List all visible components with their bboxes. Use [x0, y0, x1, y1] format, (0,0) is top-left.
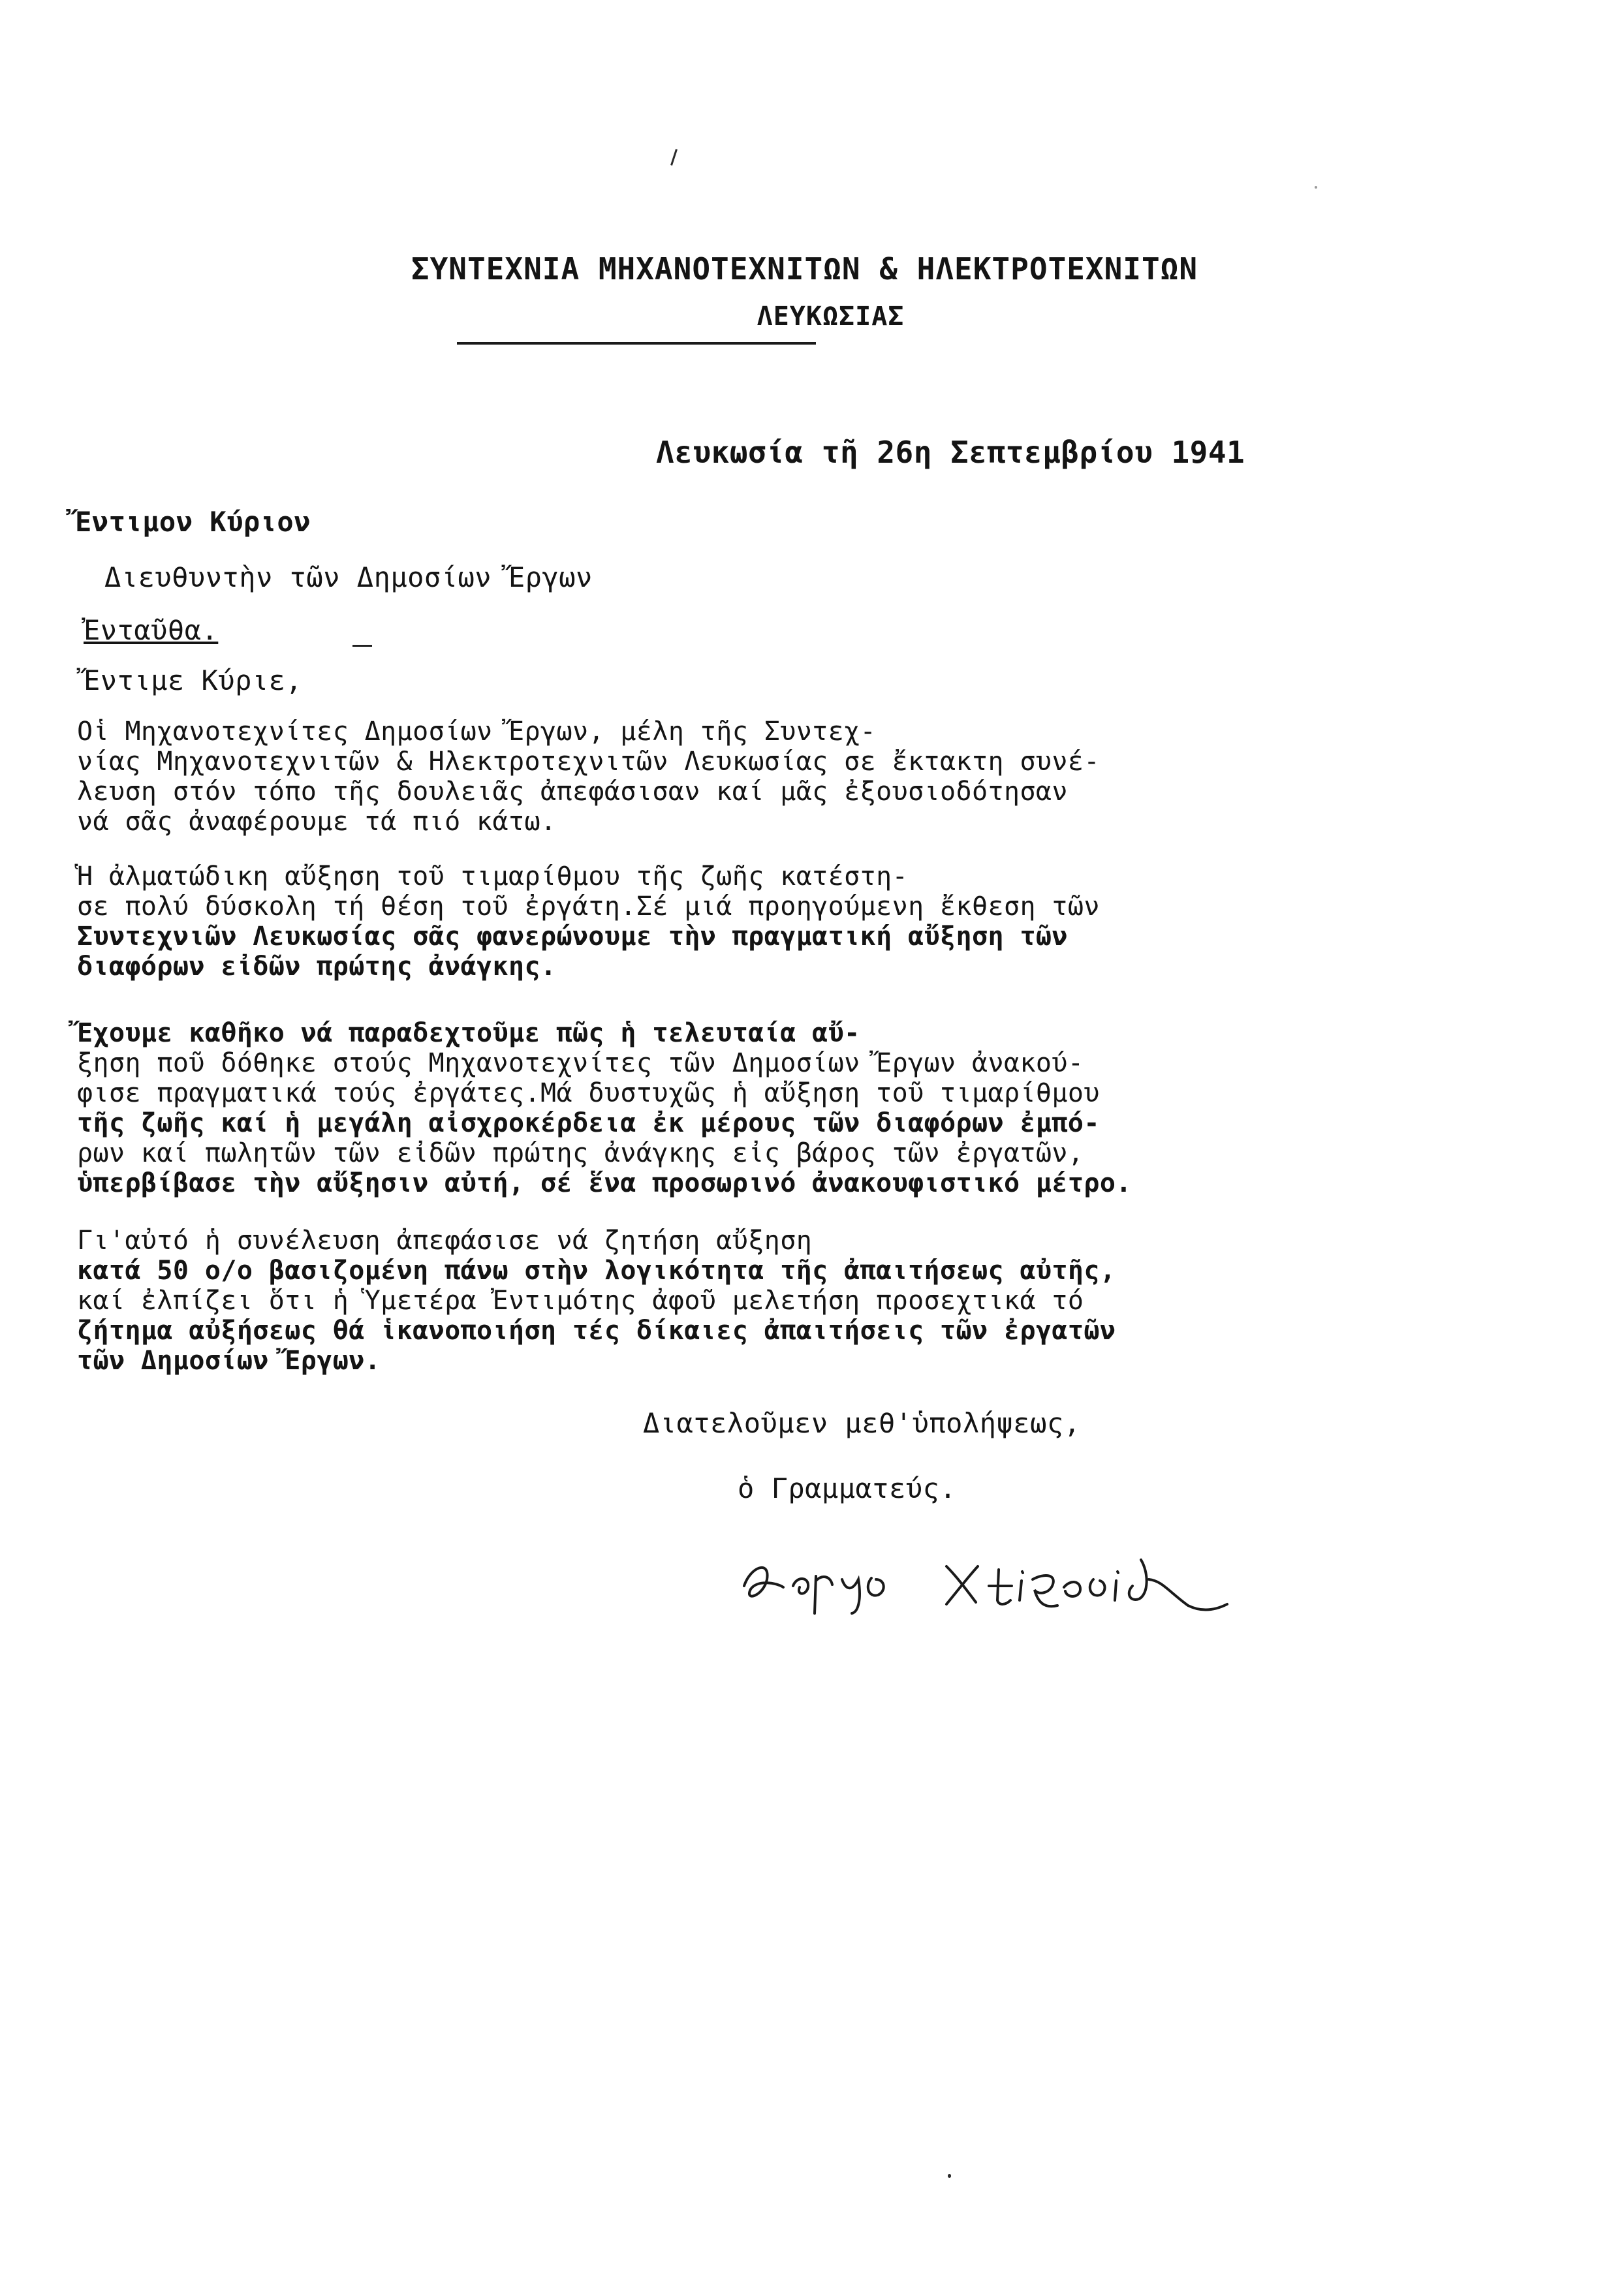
recipient-location: Ἐνταῦθα. [84, 614, 219, 646]
closing-phrase: Διατελοῦμεν μεθ'ὑπολήψεως, [643, 1407, 1081, 1439]
stray-dot [1315, 186, 1317, 189]
salutation: Ἔντιμε Κύριε, [84, 664, 303, 696]
body-line: λευση στόν τόπο τῆς δουλειᾶς ἀπεφάσισαν καί μᾶς ἐξουσιοδότησαν [77, 777, 1068, 807]
letterhead-underline [457, 342, 816, 345]
body-line: Γι'αὐτό ἡ συνέλευση ἀπεφάσισε νά ζητήση αὔξηση [77, 1226, 813, 1256]
body-line: ὑπερβίβασε τὴν αὔξησιν αὐτή, σέ ἕνα προσωρινό ἀνακουφιστικό μέτρο. [77, 1168, 1132, 1198]
letterhead-organization: ΣΥΝΤΕΧΝΙΑ ΜΗΧΑΝΟΤΕΧΝΙΤΩΝ & ΗΛΕΚΤΡΟΤΕΧΝΙΤΩΝ [411, 251, 1198, 287]
stray-tick-mark [670, 149, 678, 166]
body-line: φισε πραγματικά τούς ἐργάτες.Μά δυστυχῶς ἡ αὔξηση τοῦ τιμαρίθμου [77, 1078, 1100, 1108]
body-line: Οἱ Μηχανοτεχνίτες Δημοσίων Ἔργων, μέλη τῆς Συντεχ- [77, 717, 877, 747]
stray-dash [352, 645, 372, 647]
body-line: ζήτημα αὐξήσεως θά ἱκανοποιήση τές δίκαιες ἀπαιτήσεις τῶν ἐργατῶν [77, 1316, 1116, 1346]
body-paragraph-2 [77, 861, 1409, 982]
letter-date: Λευκωσία τῆ 26η Σεπτεμβρίου 1941 [656, 435, 1245, 470]
body-line: ξηση ποῦ δόθηκε στούς Μηχανοτεχνίτες τῶν Δημοσίων Ἔργων ἀνακού- [77, 1048, 1084, 1078]
body-line: σε πολύ δύσκολη τή θέση τοῦ ἐργάτη.Σέ μιά προηγούμενη ἔκθεση τῶν [77, 892, 1100, 922]
body-line: ρων καί πωλητῶν τῶν εἰδῶν πρώτης ἀνάγκης εἰς βάρος τῶν ἐργατῶν, [77, 1138, 1084, 1168]
body-line: κατά 50 ο/ο βασιζομένη πάνω στὴν λογικότητα τῆς ἀπαιτήσεως αὐτῆς, [77, 1256, 1116, 1286]
signatory-title: ὁ Γραμματεύς. [738, 1472, 957, 1504]
recipient-position: Διευθυντὴν τῶν Δημοσίων Ἔργων [104, 561, 593, 593]
body-line: Συντεχνιῶν Λευκωσίας σᾶς φανερώνουμε τὴν πραγματική αὔξηση τῶν [77, 922, 1068, 952]
body-line: νά σᾶς ἀναφέρουμε τά πιό κάτω. [77, 807, 557, 837]
body-paragraph-3 [77, 1018, 1409, 1198]
body-line: νίας Μηχανοτεχνιτῶν & Ηλεκτροτεχνιτῶν Λευκωσίας σε ἔκτακτη συνέ- [77, 747, 1100, 777]
stray-dot [948, 2174, 951, 2178]
body-line: καί ἐλπίζει ὅτι ἡ Ὑμετέρα Ἐντιμότης ἀφοῦ μελετήση προσεχτικά τό [77, 1286, 1084, 1316]
body-paragraph-1 [77, 717, 1409, 837]
body-line: διαφόρων εἰδῶν πρώτης ἀνάγκης. [77, 952, 557, 982]
body-paragraph-4 [77, 1226, 1409, 1376]
body-line: τῆς ζωῆς καί ἡ μεγάλη αἰσχροκέρδεια ἐκ μέρους τῶν διαφόρων ἐμπό- [77, 1108, 1100, 1138]
recipient-title: Ἔντιμον Κύριον [75, 506, 311, 538]
body-line: Ἡ ἀλματώδικη αὔξηση τοῦ τιμαρίθμου τῆς ζωῆς κατέστη- [77, 861, 909, 892]
body-line: Ἔχουμε καθῆκο νά παραδεχτοῦμε πῶς ἡ τελευταία αὔ- [77, 1018, 860, 1048]
letterhead-city: ΛΕΥΚΩΣΙΑΣ [757, 302, 905, 332]
handwritten-signature [731, 1540, 1266, 1619]
body-line: τῶν Δημοσίων Ἔργων. [77, 1346, 381, 1376]
